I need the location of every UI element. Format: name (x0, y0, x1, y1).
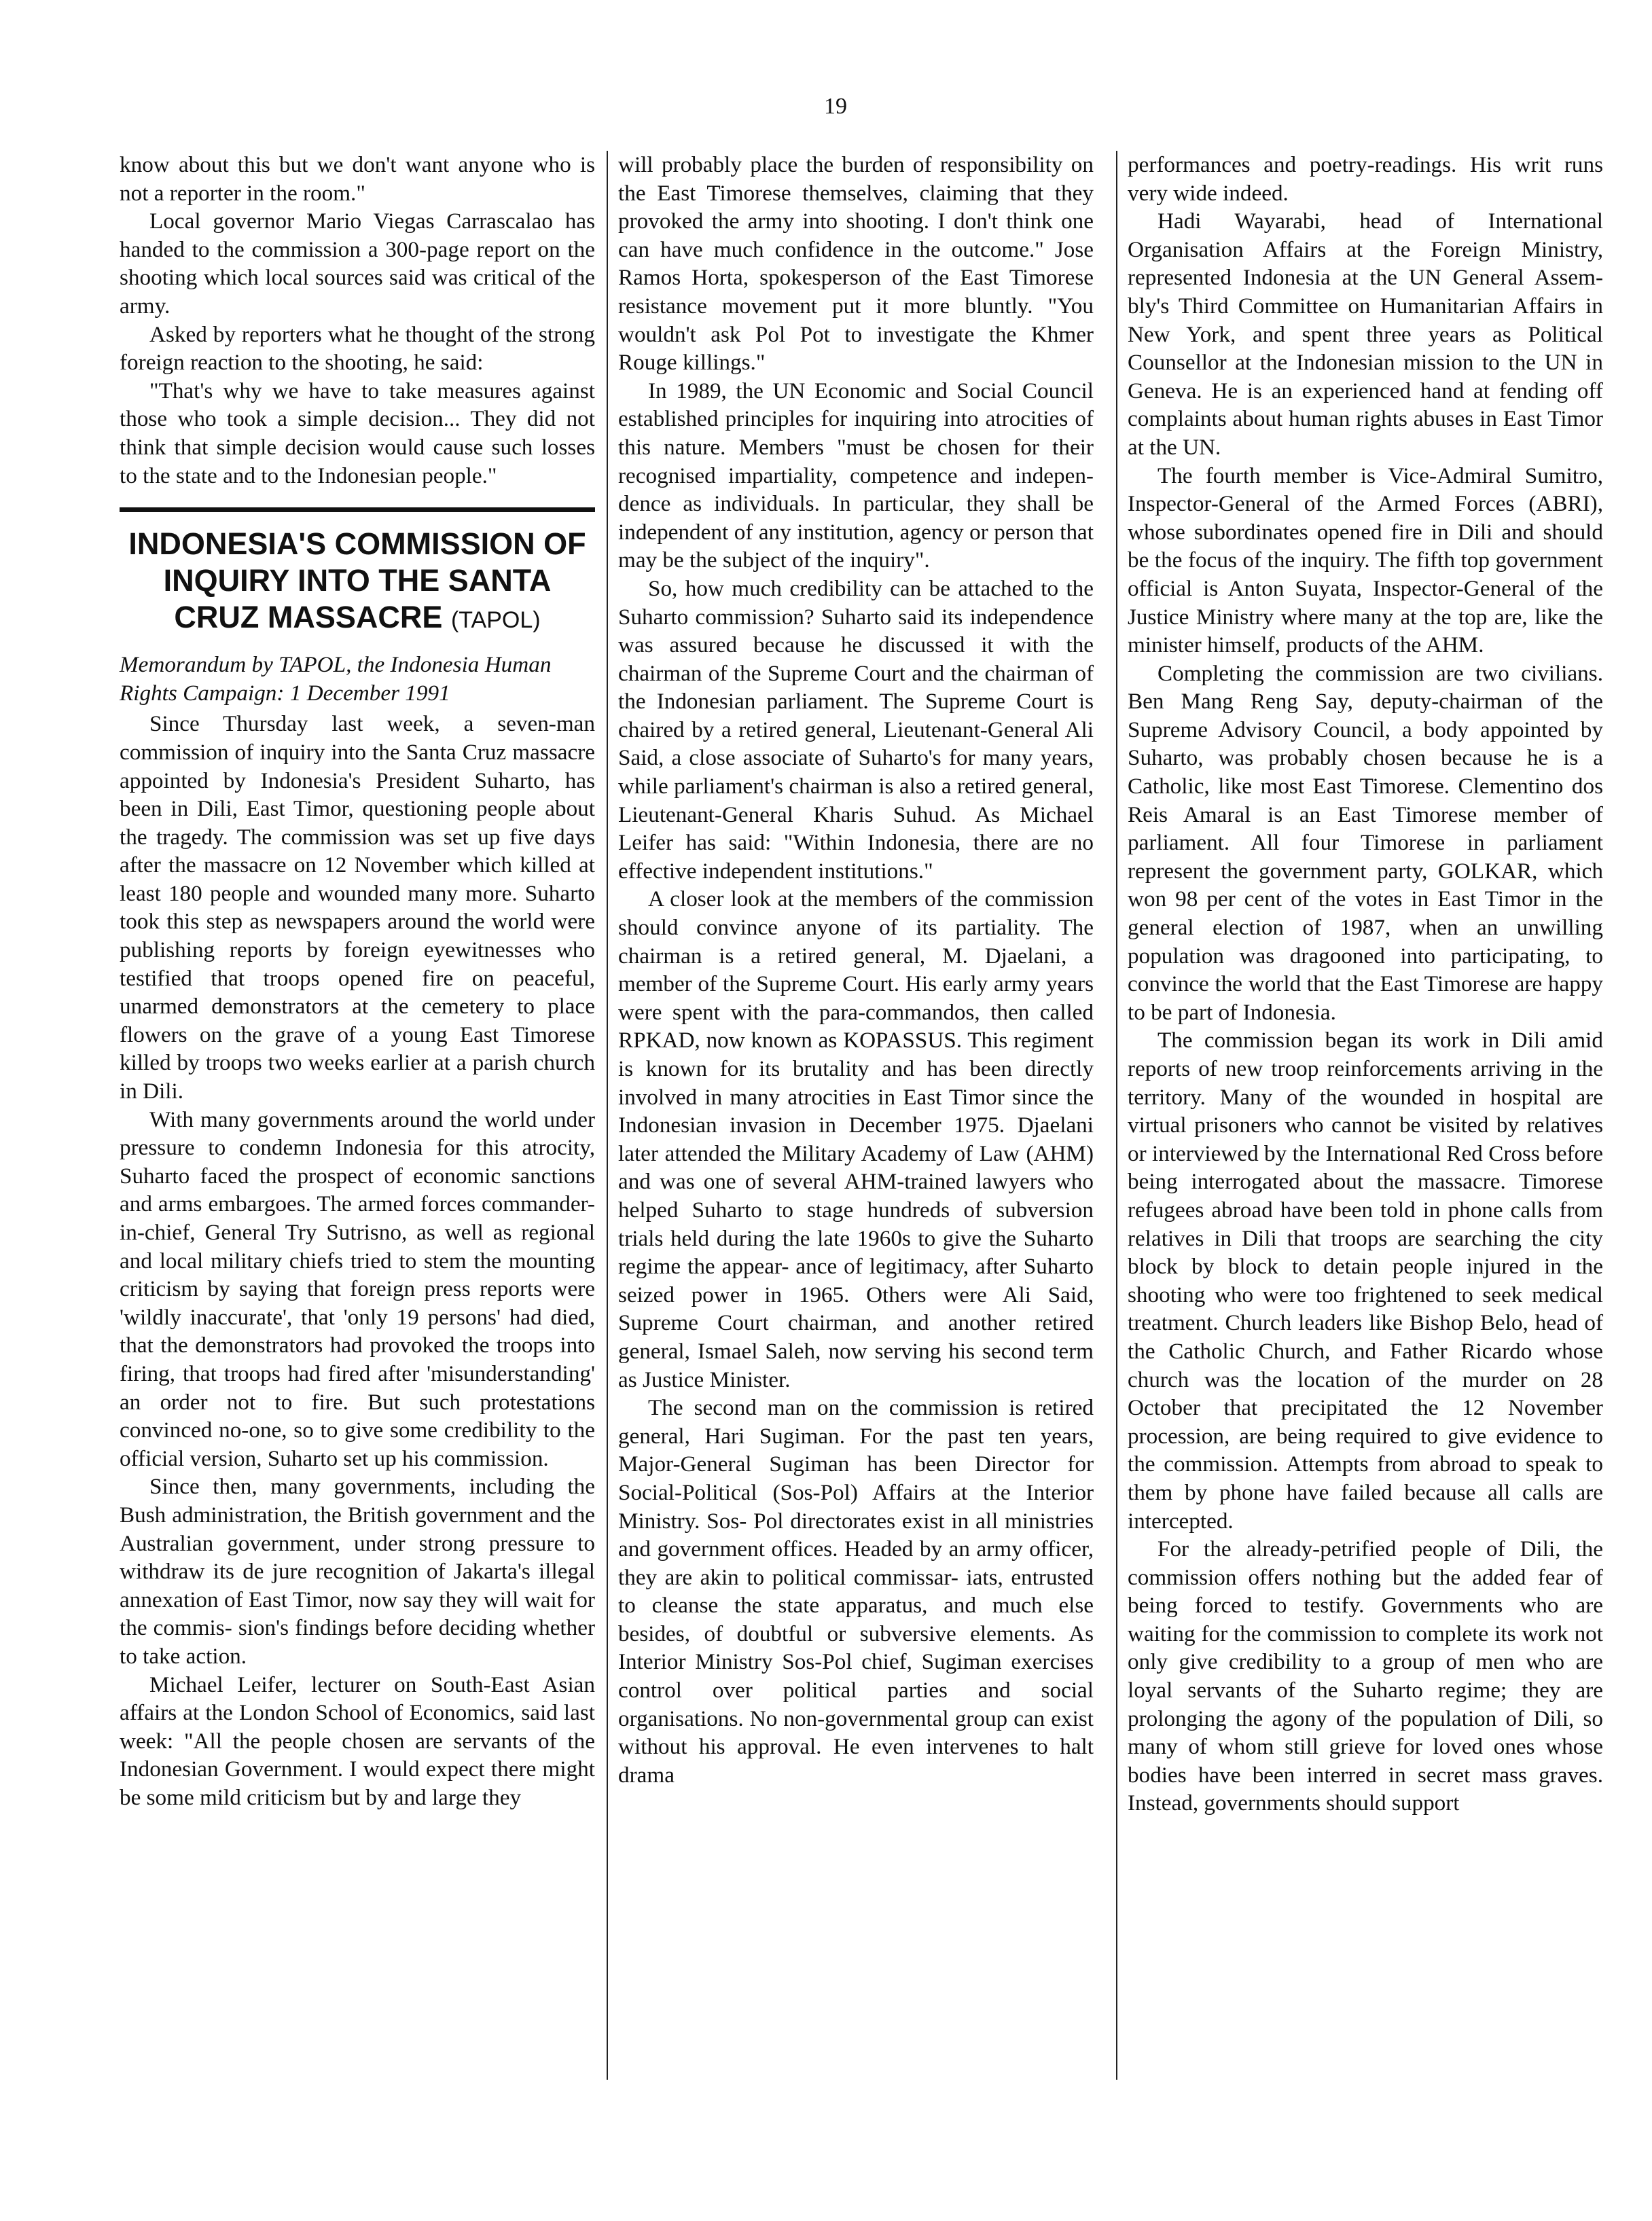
paragraph: Local governor Mario Viegas Carrascalao has handed to the commission a 300-page report on the shooting which local sources said was critical of the army. (120, 209, 595, 319)
page-number: 19 (824, 94, 847, 119)
paragraph: Michael Leifer, lecturer on South-East Asian affairs at the London School of Economics, said last week: "All the people chosen are servants of the Indonesian Government. I would expect there might be some mild criticism but by and large they (120, 1672, 595, 1810)
paragraph: Hadi Wayarabi, head of International Organisation Affairs at the Foreign Ministry, represented Indonesia at the UN General Assem- bly's Third Committee on Humanitarian Affairs in New York, and spent three years as Political Counsellor at the Indonesian mission to the UN in Geneva. He is an experienced hand at fending off complaints about human rights abuses in East Timor at the UN. (1128, 209, 1603, 460)
article-byline: Memorandum by TAPOL, the Indonesia Human Rights Campaign: 1 December 1991 (120, 652, 552, 706)
paragraph: So, how much credibility can be attached to the Suharto commission? Suharto said its independence was assured because he discussed it with the chairman of the Supreme Court and the chairman of the Indonesian parliament. The Supreme Court is chaired by a retired general, Lieutenant-General Ali Said, a close associate of Suharto's for many years, while parliament's chairman is also a retired general, Lieutenant-General Kharis Suhud. As Michael Leifer has said: "Within Indonesia, there are no effective independent institutions." (618, 575, 1094, 884)
column-3 (1128, 151, 1603, 1818)
paragraph: Since Thursday last week, a seven-man commission of inquiry into the Santa Cruz massacre appointed by Indonesia's President Suharto, has been in Dili, East Timor, questioning people about the tragedy. The commission was set up five days after the massacre on 12 November which killed at least 180 people and wounded many more. Suharto took this step as newspapers around the world were publishing reports by foreign eyewitnesses who testified that troops opened fire on peaceful, unarmed demonstrators at the cemetery to place flowers on the grave of a young East Timorese killed by troops two weeks earlier at a parish church in Dili. (120, 711, 595, 1104)
paragraph: With many governments around the world under pressure to condemn Indonesia for this atrocity, Suharto faced the prospect of economic sanctions and arms embargoes. The armed forces commander-in-chief, General Try Sutrisno, as well as regional and local military chiefs tried to stem the mounting criticism by saying that foreign press reports were 'wildly inaccurate', that 'only 19 persons' had died, that the demonstrators had provoked the troops into firing, that troops had fired after 'misunderstanding' an order not to fire. But such protestations convinced no-one, so to give some credibility to the official version, Suharto set up his commission. (120, 1106, 595, 1471)
column-divider (607, 151, 608, 2080)
paragraph: Completing the commission are two civilians. Ben Mang Reng Say, deputy-chairman of the Supreme Advisory Council, a body appointed by Suharto, was probably chosen because he is a Catholic, like most East Timorese. Clementino dos Reis Amaral is an East Timorese member of parliament. All four Timorese in parliament represent the government party, GOLKAR, which won 98 per cent of the votes in East Timor in the general election of 1987, when an unwilling population was dragooned into participating, to convince the world that the East Timorese are happy to be part of Indonesia. (1128, 660, 1603, 1025)
paragraph: A closer look at the members of the commission should convince anyone of its partiality. The chairman is a retired general, M. Djaelani, a member of the Supreme Court. His early army years were spent with the para-commandos, then called RPKAD, now known as KOPASSUS. This regiment is known for its brutality and has been directly involved in many atrocities in East Timor since the Indonesian invasion in December 1975. Djaelani later attended the Military Academy of Law (AHM) and was one of several AHM-trained lawyers who helped Suharto to stage hundreds of subversion trials held during the late 1960s to give the Suharto regime the appear- ance of legitimacy, after Suharto seized power in 1965. Others were Ali Said, Supreme Court chairman, and another retired general, Ismael Saleh, now serving his second term as Justice Minister. (618, 886, 1094, 1392)
headline-rule (120, 507, 595, 512)
paragraph: For the already-petrified people of Dili, the commission offers nothing but the added fear of being forced to testify. Governments who are waiting for the commission to complete its work not only give credibility to a group of men who are loyal servants of the Suharto regime; they are prolonging the agony of the population of Dili, so many of whom still grieve for loved ones whose bodies have been interred in secret mass graves. Instead, governments should support (1128, 1536, 1603, 1816)
headline-source-tag: (TAPOL) (450, 607, 541, 634)
paragraph: The fourth member is Vice-Admiral Sumitro, Inspector-General of the Armed Forces (ABRI), whose subordinates opened fire in Dili and should be the focus of the inquiry. The fifth top government official is Anton Suyata, Inspector-General of the Justice Ministry where many at the top are, like the minister himself, products of the AHM. (1128, 463, 1603, 658)
column-2 (618, 151, 1094, 1789)
paragraph: In 1989, the UN Economic and Social Council established principles for inquiring into atrocities of this nature. Members "must be chosen for their recognised impartiality, competence and indepen- dence as individuals. In particular, they shall be independent of any institution, agency or person that may be the subject of the inquiry". (618, 378, 1094, 573)
paragraph: will probably place the burden of responsibility on the East Timorese themselves, claiming that they provoked the army into shooting. I don't think one can have much confidence in the outcome." Jose Ramos Horta, spokesperson of the East Timorese resistance movement put it more bluntly. "You wouldn't ask Pol Pot to investigate the Khmer Rouge killings." (618, 152, 1094, 376)
column-1 (120, 151, 595, 1811)
paragraph: Since then, many governments, including the Bush administration, the British government and the Australian government, under strong pressure to withdraw its de jure recognition of Jakarta's illegal annexation of East Timor, now say they will wait for the commis- sion's findings before deciding whether to take action. (120, 1474, 595, 1669)
paragraph: know about this but we don't want anyone who is not a reporter in the room." (120, 152, 595, 206)
paragraph: performances and poetry-readings. His writ runs very wide indeed. (1128, 152, 1603, 206)
headline-title: INDONESIA'S COMMISSION OF INQUIRY INTO THE SANTA CRUZ MASSACRE (128, 526, 586, 635)
paragraph: The commission began its work in Dili amid reports of new troop reinforcements arriving in the territory. Many of the wounded in hospital are virtual prisoners who cannot be visited by relatives or interviewed by the International Red Cross before being interrogated about the massacre. Timorese refugees abroad have been told in phone calls from relatives in Dili that troops are searching the city block by block to detain people injured in the shooting who were too frightened to seek medical treatment. Church leaders like Bishop Belo, head of the Catholic Church, and Father Ricardo whose church was the location of the murder on 28 October that precipitated the 12 November procession, are being required to give evidence to the commission. Attempts from abroad to speak to them by phone have failed because all calls are intercepted. (1128, 1028, 1603, 1534)
paragraph: The second man on the commission is retired general, Hari Sugiman. For the past ten years, Major-General Sugiman has been Director for Social-Political (Sos-Pol) Affairs at the Interior Ministry. Sos- Pol directorates exist in all ministries and government offices. Headed by an army officer, they are akin to political commissar- iats, entrusted to cleanse the state apparatus, and much else besides, of doubtful or subversive elements. As Interior Ministry Sos-Pol chief, Sugiman exercises control over political parties and social organisations. No non-governmental group can exist without his approval. He even intervenes to halt drama (618, 1395, 1094, 1788)
paragraph: Asked by reporters what he thought of the strong foreign reaction to the shooting, he said: (120, 321, 595, 376)
article-headline (120, 526, 595, 638)
column-divider (1116, 151, 1117, 2080)
paragraph: "That's why we have to take measures against those who took a simple decision... They did not think that simple decision would cause such losses to the state and to the Indonesian people." (120, 378, 595, 488)
